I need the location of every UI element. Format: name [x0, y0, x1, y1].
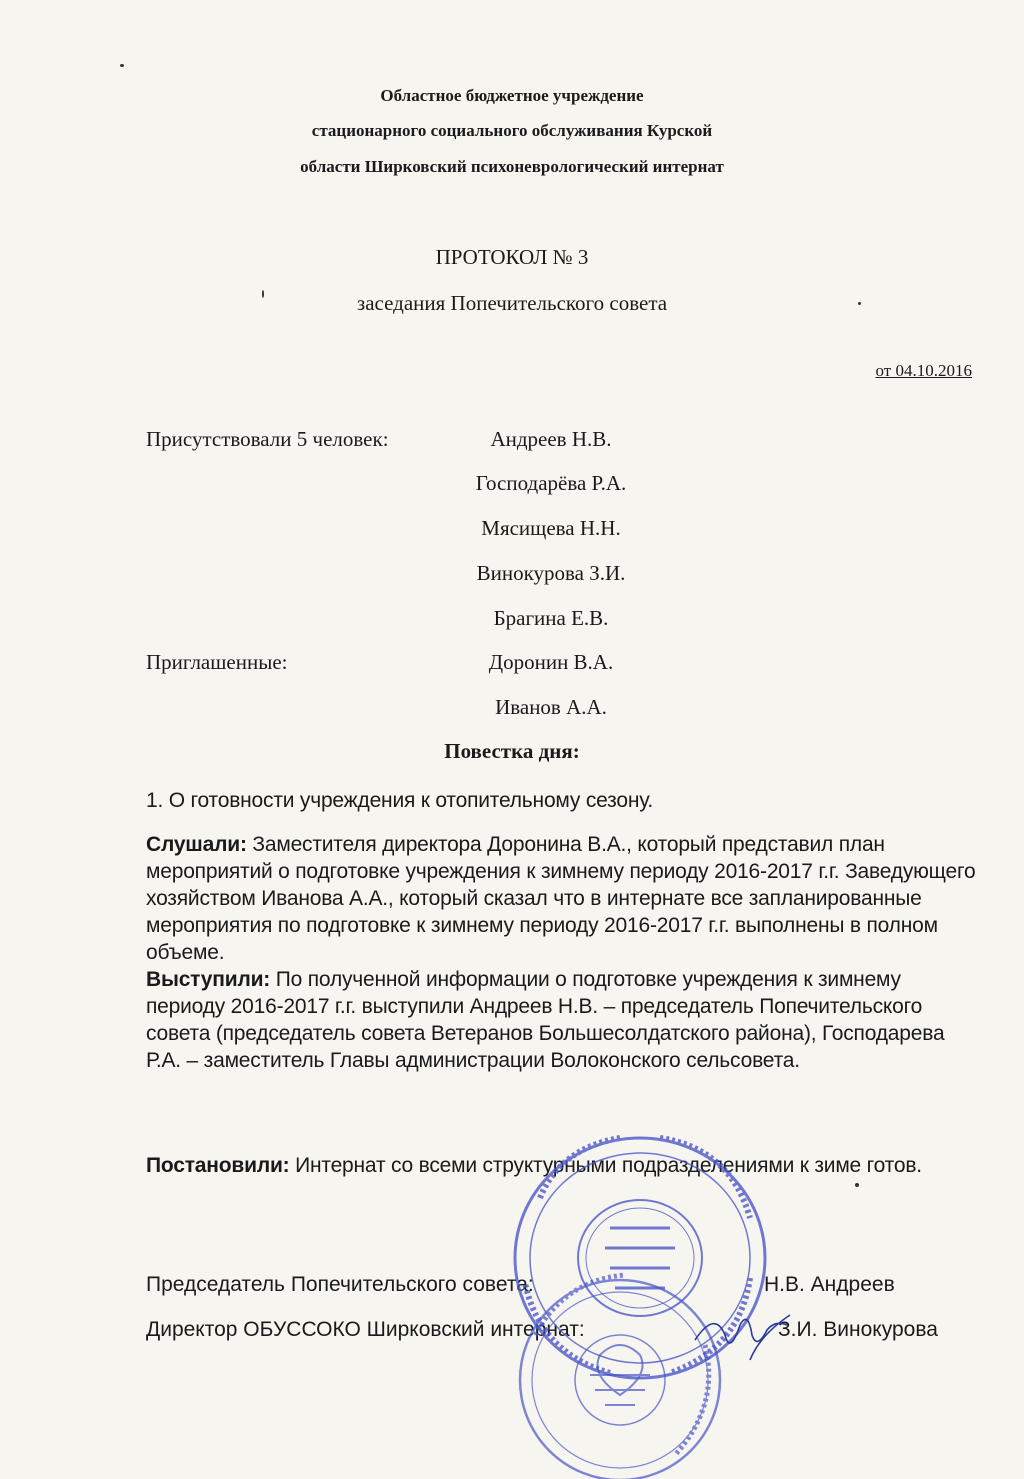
present-member: Брагина Е.В.: [493, 606, 609, 630]
agenda-heading: Повестка дня:: [444, 739, 580, 763]
protocol-date: от 04.10.2016: [875, 361, 972, 380]
agenda-item: 1. О готовности учреждения к отопительному сезону.: [146, 789, 654, 812]
invited-member: Доронин В.А.: [488, 650, 614, 674]
director-name: З.И. Винокурова: [778, 1318, 938, 1341]
spoke-label: Выступили:: [146, 968, 271, 991]
chair-title: Председатель Попечительского совета:: [146, 1273, 534, 1296]
scan-speck: [120, 64, 124, 67]
present-member: Господарёва Р.А.: [475, 471, 627, 495]
protocol-title: ПРОТОКОЛ № 3: [435, 245, 589, 269]
decided-label: Постановили:: [146, 1154, 290, 1177]
present-member: Андреев Н.В.: [490, 427, 612, 451]
heard-text: Заместителя директора Доронина В.А., который представил план мероприятий о подготовке учреждения к зимнему периоду 2016-2017 г.г. Заведующего хозяйством Иванова А.А., который сказал что в интернате все запланированные мероприятия по подготовке к зимнему периоду 2016-2017 г.г. выполнены в полном объеме.: [146, 833, 976, 964]
scan-speck: [855, 1183, 859, 1187]
invited-member: Иванов А.А.: [495, 695, 607, 719]
org-name-line-2: стационарного социального обслуживания Курской: [311, 121, 713, 140]
round-seal-lower: [505, 1265, 735, 1479]
heard-label: Слушали:: [146, 833, 247, 856]
present-member: Винокурова З.И.: [476, 561, 626, 585]
present-label: Присутствовали 5 человек:: [146, 427, 389, 451]
org-name-line-1: Областное бюджетное учреждение: [380, 86, 644, 105]
handwritten-signature: [690, 1300, 800, 1370]
director-title: Директор ОБУССОКО Ширковский интернат:: [146, 1318, 585, 1341]
decided-text: Интернат со всеми структурными подразделениями к зиме готов.: [289, 1154, 922, 1177]
protocol-subtitle: заседания Попечительского совета: [356, 291, 668, 315]
spoke-text: По полученной информации о подготовке учреждения к зимнему периоду 2016-2017 г.г. выступили Андреев Н.В. – председатель Попечительского совета (председатель совета Ветеранов Большесолдатского района), Господарева Р.А. – заместитель Главы администрации Волоконского сельсовета.: [146, 968, 945, 1072]
org-name-line-3: области Ширковский психоневрологический интернат: [300, 157, 724, 176]
chair-name: Н.В. Андреев: [764, 1273, 895, 1296]
heard-paragraph: [146, 831, 976, 1074]
present-member: Мясищева Н.Н.: [481, 516, 621, 540]
invited-label: Приглашенные:: [146, 650, 288, 674]
